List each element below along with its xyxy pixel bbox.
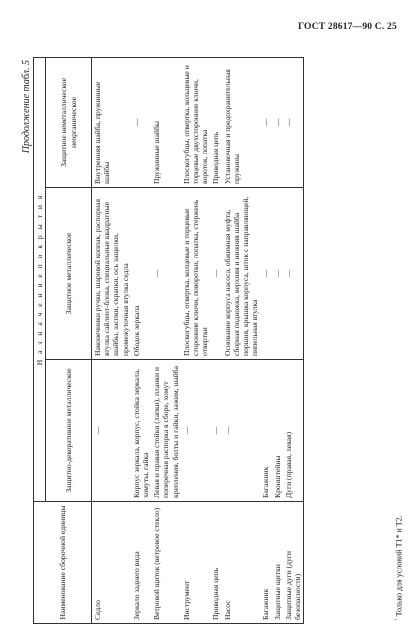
cell-unit: Насос [222,502,261,624]
cell-metal: — [260,188,271,360]
cell-nonmetal: Пружинные шайбы [151,57,181,187]
cell-unit: Защитные дуги (дуги безопасности) [283,502,304,624]
table-row [222,57,261,623]
cell-unit: Инструмент [181,502,211,624]
page-header: ГОСТ 28617—90 С. 25 [298,22,397,32]
column-header-metal: Защитное металлическое [46,188,92,360]
cell-decorative: Корпус зеркала, корпус, стойка зеркала, хомуты, гайка [131,360,151,502]
table-row [92,57,131,623]
coating-table [33,57,304,624]
cell-unit: Защитные щитки [272,502,283,624]
cell-metal: — [272,188,283,360]
table-row [181,57,211,623]
cell-unit: Зеркало заднего вида [131,502,151,624]
cell-nonmetal: Плоскогубцы, отвертка, кольцевые и торцевые двухсторонние ключи, вороток, лопатка [181,57,211,187]
table-row [272,57,283,623]
column-header-purpose: Н а з н а ч е н и е п о к р ы т и я [34,57,46,501]
cell-unit: Ветровой щиток (ветровое стекло) [151,502,181,624]
cell-metal: Плоскогубцы, отвертка, колцевые и торцевые сторонние ключи, поворотки, лопатка, стержень отвертки [181,188,211,360]
table-row [260,57,271,623]
cell-decorative: — [92,360,131,502]
cell-nonmetal: — [272,57,283,187]
cell-metal: — [151,188,181,360]
footnote-marker: ¹ [394,618,400,620]
footnote [394,515,404,620]
table-row [283,57,304,623]
cell-metal: — [283,188,304,360]
cell-unit: Багажник [260,502,271,624]
cell-metal: — [210,188,221,360]
cell-metal: Основание корпуса насоса, обжимная муфта, сборная подножка, верхняя и нижняя шайба поршня, крышка корпуса, шток с направляющей, пипельная втулка [222,188,261,360]
cell-decorative: Левая и правая стойки (лапки), планки и поперечная распорка в сборе, хомут крепления, болты и гайки, зажим, шайба [151,360,181,502]
table-continuation-label: Продолжение табл. 5 [21,60,32,154]
cell-nonmetal: — [283,57,304,187]
column-header-unit: Наименование сборочной единицы [34,502,92,624]
cell-unit: Приводная цепь [210,502,221,624]
cell-unit: Седло [92,502,131,624]
table-row [151,57,181,623]
cell-decorative: — [210,360,221,502]
cell-decorative: — [181,360,211,502]
cell-nonmetal: Установочная и предохранительная пружины [222,57,261,187]
table-row [131,57,151,623]
cell-nonmetal: Внутренняя шайба, пружинные шайбы [92,57,131,187]
footnote-text: Только для условий Т1* и Т2. [394,515,404,617]
cell-decorative: — [222,360,261,502]
cell-decorative: Багажник [260,360,271,502]
column-header-nonmetal: Защитное неметаллическое неорганическое [46,57,92,187]
rotated-table-block [19,58,403,624]
cell-metal: Наконечники ручки, шаровой коппак, распорная втулка сайлент-блока, специальные квадратные шайбы, заспки, скрапки, ось защелки, промежуточная втулка седла [92,188,131,360]
cell-decorative: Дуги (правая, левая) [283,360,304,502]
cell-nonmetal: Приводная цепь [210,57,221,187]
table-row [210,57,221,623]
column-header-decorative: Защитно-декоративное металлическое [46,360,92,502]
cell-nonmetal: — [260,57,271,187]
cell-metal: Ободок зеркала [131,188,151,360]
cell-decorative: Кронштейны [272,360,283,502]
cell-nonmetal: — [131,57,151,187]
